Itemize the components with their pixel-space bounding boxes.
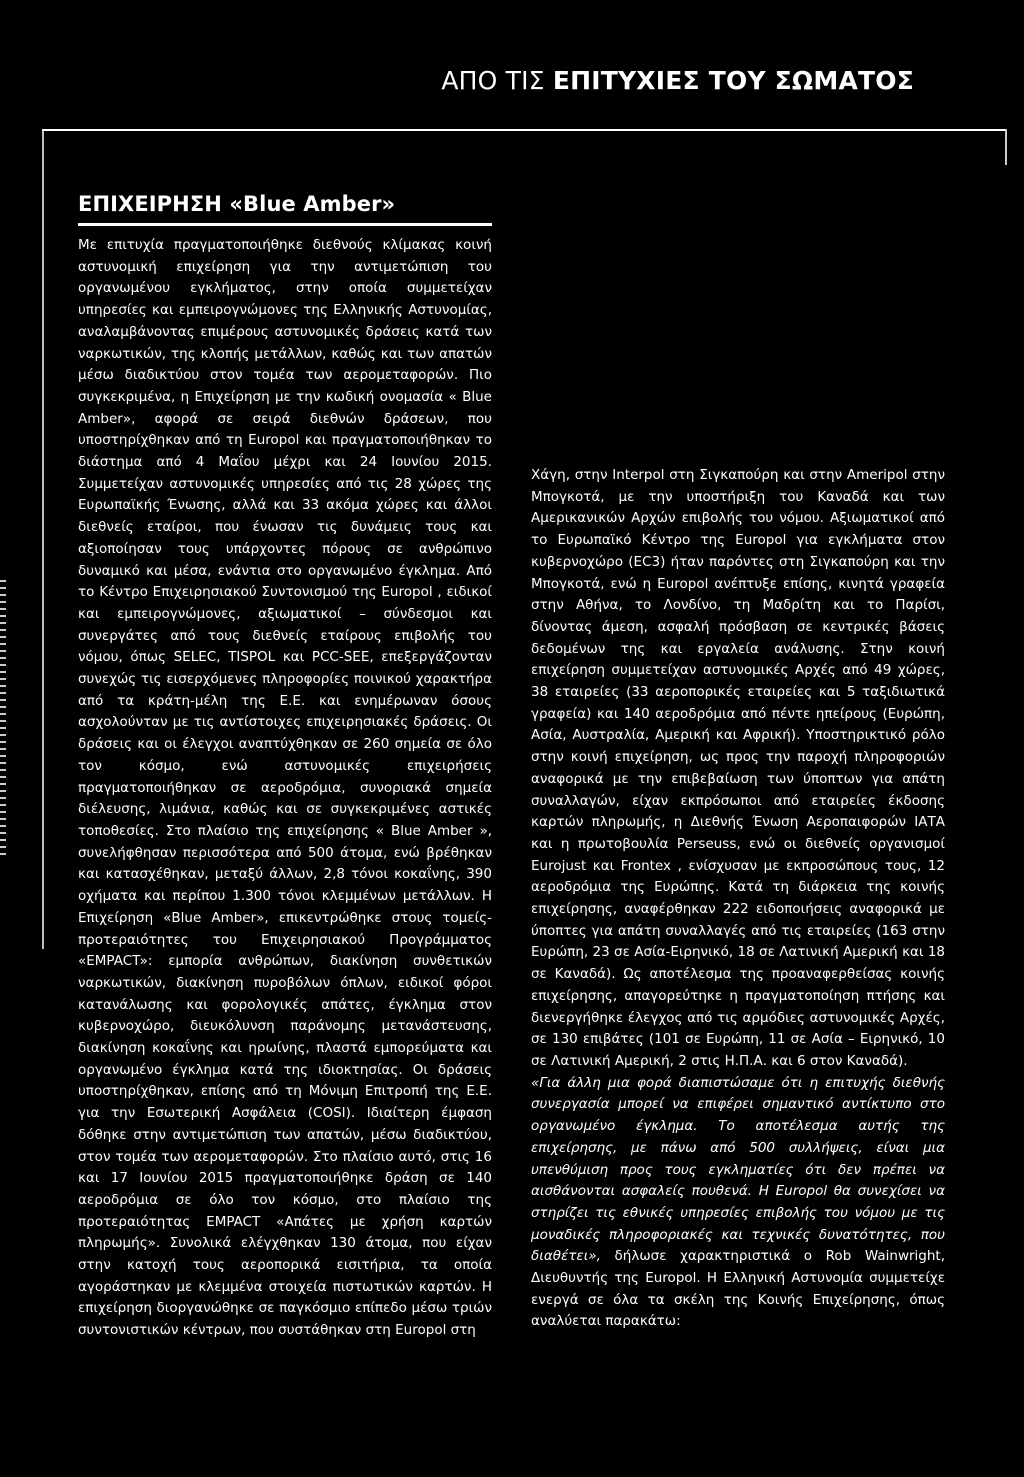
article-title: ΕΠΙΧΕΙΡΗΣΗ «Blue Amber»	[78, 192, 396, 216]
quote-paragraph	[531, 1073, 945, 1333]
article-right-column	[531, 465, 945, 1333]
right-border-stub	[1005, 129, 1007, 165]
section-header-title: ΕΠΙΤΥΧΙΕΣ ΤΟΥ ΣΩΜΑΤΟΣ	[552, 66, 914, 95]
quote-attribution: δήλωσε χαρακτηριστικά ο Rob Wainwright, Διευθυντής της Europol. Η Ελληνική Αστυνομία συμμετείχε ενεργά σε όλα τα σκέλη της Κοινής Επιχείρησης, όπως αναλύεται παρακάτω:	[531, 1248, 945, 1330]
edge-registration-marks	[0, 580, 6, 860]
right-column-text: Χάγη, στην Interpol στη Σιγκαπούρη και στην Ameripol στην Μπογκοτά, με την υποστήριξη του Καναδά και των Αμερικανικών Αρχών επιβολής του νόμου. Αξιωματικοί από το Ευρωπαϊκό Κέντρο της Europol για εγκλήματα στον κυβερνοχώρο (EC3) ήταν παρόντες στη Σιγκαπούρη και την Μπογκοτά, ενώ η Europol ανέπτυξε επίσης, κινητά γραφεία στην Αθήνα, το Λονδίνο, τη Μαδρίτη και το Παρίσι, δίνοντας άμεση, ασφαλή πρόσβαση σε κεντρικές βάσεις δεδομένων της και εργαλεία ανάλυσης. Στην κοινή επιχείρηση συμμετείχαν αστυνομικές Αρχές από 49 χώρες, 38 εταιρείες (33 αεροπορικές εταιρείες και 5 ταξιδιωτικά γραφεία) και 140 αεροδρόμια από πέντε ηπείρους (Ευρώπη, Ασία, Αυστραλία, Αμερική και Αφρική). Υποστηρικτικό ρόλο στην κοινή επιχείρηση, ως προς την παροχή πληροφοριών αναφορικά με την επιβεβαίωση των ύποπτων για απάτη συναλλαγών, είχαν εκπρόσωποι από εταιρείες έκδοσης καρτών πληρωμής, η Διεθνής Ένωση Αεροπαιφορών ΙΑΤΑ και η πρωτοβουλία Perseuss, ενώ οι διεθνείς οργανισμοί Eurojust και Frontex , ενίσχυσαν με εκπροσώπους τους, 12 αεροδρόμια της Ευρώπης. Κατά τη διάρκεια της κοινής επιχείρησης, αναφέρθηκαν 222 ειδοποιήσεις αναφορικά με ύποπτες για απάτη συναλλαγές από τις εταιρείες (163 στην Ευρώπη, 23 σε Ασία-Ειρηνικό, 18 σε Λατινική Αμερική και 18 σε Καναδά). Ως αποτέλεσμα της προαναφερθείσας κοινής επιχείρησης, απαγορεύτηκε η πραγματοποίηση πτήσης και διενεργήθηκε έλεγχος από τις αρμόδιες αστυνομικές Αρχές, σε 130 επιβάτες (101 σε Ευρώπη, 11 σε Ασία – Ειρηνικό, 10 σε Λατινική Αμερική, 2 στις Η.Π.Α. και 6 στον Καναδά).	[531, 467, 945, 1069]
section-header-prefix: ΑΠΟ ΤΙΣ	[441, 66, 545, 95]
top-border-rule	[42, 129, 1005, 131]
article-left-column	[78, 235, 492, 1342]
europol-quote: «Για άλλη μια φορά διαπιστώσαμε ότι η επιτυχής διεθνής συνεργασία μπορεί να επιφέρει σημαντικό αντίκτυπο στο οργανωμένο έγκλημα. Το αποτέλεσμα αυτής της επιχείρησης, με πάνω από 500 συλλήψεις, είναι μια υπενθύμιση προς τους εγκληματίες ότι δεν πρέπει να αισθάνονται ασφαλείς πουθενά. Η Europol θα συνεχίσει να στηρίζει τις εθνικές υπηρεσίες επιβολής του νόμου με τις μοναδικές πληροφοριακές και τεχνικές δυνατότητες, που διαθέτει»,	[531, 1074, 945, 1265]
left-border-rule	[42, 129, 44, 949]
left-column-text: Με επιτυχία πραγματοποιήθηκε διεθνούς κλίμακας κοινή αστυνομική επιχείρηση για την αντιμετώπιση του οργανωμένου εγκλήματος, στην οποία συμμετείχαν υπηρεσίες και εμπειρογνώμονες της Ελληνικής Αστυνομίας, αναλαμβάνοντας επιμέρους αστυνομικές δράσεις κατά των ναρκωτικών, της κλοπής μετάλλων, καθώς και των απατών μέσω διαδικτύου στον τομέα των αερομεταφορών. Πιο συγκεκριμένα, η Επιχείρηση με την κωδική ονομασία « Blue Amber», αφορά σε σειρά διεθνών δράσεων, που υποστηρίχθηκαν από τη Europol και πραγματοποιήθηκαν το διάστημα από 4 Μαΐου μέχρι και 24 Ιουνίου 2015. Συμμετείχαν αστυνομικές υπηρεσίες από τις 28 χώρες της Ευρωπαϊκής Ένωσης, αλλά και 33 ακόμα χώρες και άλλοι διεθνείς εταίροι, που ένωσαν τις δυνάμεις τους και αξιοποίησαν τους υπάρχοντες πόρους σε ανθρώπινο δυναμικό και μέσα, ενάντια στο οργανωμένο έγκλημα. Από το Κέντρο Επιχειρησιακού Συντονισμού της Europol , ειδικοί και εμπειρογνώμονες, αξιωματικοί – σύνδεσμοι και συνεργάτες από τους διεθνείς εταίρους επιβολής του νόμου, όπως SELEC, TISPOL και PCC-SEE, επεξεργάζονταν συνεχώς τις εισερχόμενες πληροφορίες ποινικού χαρακτήρα από τα κράτη-μέλη της Ε.Ε. και ενημέρωναν όσους ασχολούνταν με τις αντίστοιχες επιχειρησιακές δράσεις. Οι δράσεις και οι έλεγχοι αναπτύχθηκαν σε 260 σημεία σε όλο τον κόσμο, ενώ αστυνομικές επιχειρήσεις πραγματοποιήθηκαν σε αεροδρόμια, συνοριακά σημεία διέλευσης, λιμάνια, καθώς και σε συγκεκριμένες αστικές τοποθεσίες. Στο πλαίσιο της επιχείρησης « Blue Amber », συνελήφθησαν περισσότερα από 500 άτομα, ενώ βρέθηκαν και κατασχέθηκαν, μεταξύ άλλων, 2,8 τόνοι κοκαΐνης, 390 οχήματα και περίπου 1.300 τόνοι κλεμμένων μετάλλων. Η Επιχείρηση «Blue Amber», επικεντρώθηκε στους τομείς-προτεραιότητες του Επιχειρησιακού Προγράμματος «EMPACT»: εμπορία ανθρώπων, διακίνηση συνθετικών ναρκωτικών, διακίνηση πυροβόλων όπλων, ειδικοί φόροι κατανάλωσης και φορολογικές απάτες, έγκλημα στον κυβερνοχώρο, διευκόλυνση παράνομης μετανάστευσης, διακίνηση κοκαΐνης και ηρωίνης, πλαστά εμπορεύματα και οργανωμένο έγκλημα κατά της ιδιοκτησίας. Οι δράσεις υποστηρίχθηκαν, επίσης από τη Μόνιμη Επιτροπή της Ε.Ε. για την Εσωτερική Ασφάλεια (COSI). Ιδιαίτερη έμφαση δόθηκε στην αντιμετώπιση των απατών, μέσω διαδικτύου, στον τομέα των αερομεταφορών. Στο πλαίσιο αυτό, στις 16 και 17 Ιουνίου 2015 πραγματοποιήθηκε δράση σε 140 αεροδρόμια σε όλο τον κόσμο, στο πλαίσιο της προτεραιότητας EMPACT «Απάτες με χρήση καρτών πληρωμής». Συνολικά ελέγχθηκαν 130 άτομα, που είχαν στην κατοχή τους αεροπορικά εισιτήρια, τα οποία αγοράστηκαν με κλεμμένα στοιχεία πιστωτικών καρτών. Η επιχείρηση διοργανώθηκε σε παγκόσμιο επίπεδο μέσω τριών συντονιστικών κέντρων, που συστάθηκαν στη Europol στη	[78, 237, 492, 1339]
section-header	[414, 66, 914, 96]
title-underline	[78, 223, 492, 226]
